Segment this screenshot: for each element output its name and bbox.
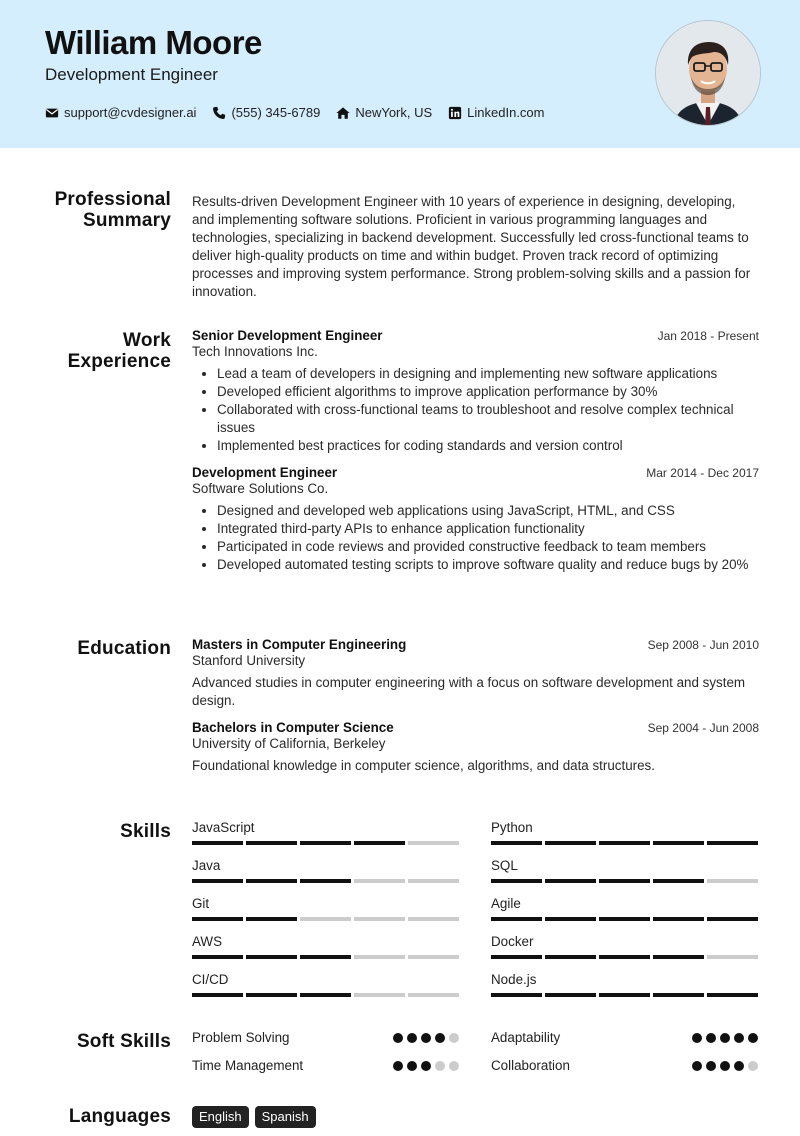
skill-level-segment: [653, 917, 704, 921]
rating-dot: [748, 1061, 758, 1071]
school-name: Stanford University: [192, 653, 306, 668]
languages-section: [0, 1106, 800, 1136]
skill-name: JavaScript: [192, 820, 255, 835]
skill-level-segment: [491, 993, 542, 997]
skill-level-bar: [192, 993, 459, 997]
skill-level-segment: [491, 879, 542, 883]
rating-dot: [706, 1033, 716, 1043]
skill-level-bar: [491, 841, 758, 845]
skill-level-segment: [599, 955, 650, 959]
skill-name: CI/CD: [192, 972, 229, 987]
skill-level-segment: [354, 955, 405, 959]
skill-item: [491, 896, 758, 921]
skill-level-bar: [192, 879, 459, 883]
skill-level-bar: [192, 955, 459, 959]
job-company: Software Solutions Co.: [192, 481, 329, 496]
job-bullet: • Collaborated with cross-functional teams to troubleshoot and resolve complex technical issues: [217, 401, 759, 437]
rating-dot: [692, 1061, 702, 1071]
job-title: Senior Development Engineer: [192, 328, 383, 343]
skill-level-segment: [246, 917, 297, 921]
skill-level-segment: [491, 841, 542, 845]
skill-level-bar: [491, 993, 758, 997]
school-name: University of California, Berkeley: [192, 736, 386, 751]
soft-skill-rating: [393, 1033, 459, 1043]
skill-level-segment: [707, 993, 758, 997]
skill-level-segment: [354, 879, 405, 883]
rating-dot: [435, 1061, 445, 1071]
skill-name: Java: [192, 858, 221, 873]
skill-level-segment: [192, 879, 243, 883]
profile-photo: [655, 20, 761, 126]
skill-level-segment: [192, 955, 243, 959]
skill-level-segment: [599, 879, 650, 883]
rating-dot: [407, 1033, 417, 1043]
skill-name: Docker: [491, 934, 534, 949]
rating-dot: [720, 1061, 730, 1071]
skill-level-segment: [354, 917, 405, 921]
skill-level-segment: [491, 955, 542, 959]
contact-phone[interactable]: [212, 105, 320, 120]
soft-skill-rating: [692, 1033, 758, 1043]
soft-skill-name: Collaboration: [491, 1058, 570, 1073]
skill-level-segment: [707, 955, 758, 959]
education-heading: Education: [77, 638, 171, 659]
summary-heading-line1: Professional: [54, 189, 171, 210]
job-bullet: • Participated in code reviews and provided constructive feedback to team members: [217, 538, 759, 556]
skill-level-segment: [246, 841, 297, 845]
skill-level-segment: [354, 841, 405, 845]
skill-level-segment: [653, 879, 704, 883]
job-bullets: [192, 365, 759, 455]
skill-name: AWS: [192, 934, 223, 949]
job-bullets: [192, 502, 759, 574]
education-date: Sep 2004 - Jun 2008: [647, 721, 759, 735]
rating-dot: [407, 1061, 417, 1071]
soft-skill-name: Adaptability: [491, 1030, 561, 1045]
contact-location-text: NewYork, US: [355, 105, 433, 120]
job-date: Mar 2014 - Dec 2017: [646, 466, 759, 480]
rating-dot: [435, 1033, 445, 1043]
job-bullet: • Lead a team of developers in designing and implementing new software applications: [217, 365, 759, 383]
linkedin-icon: [448, 106, 462, 120]
skill-name: Agile: [491, 896, 521, 911]
skill-level-segment: [599, 917, 650, 921]
skill-level-bar: [491, 955, 758, 959]
skill-level-segment: [707, 917, 758, 921]
skill-level-segment: [300, 955, 351, 959]
skill-level-segment: [545, 917, 596, 921]
skill-level-segment: [408, 879, 459, 883]
job-date: Jan 2018 - Present: [657, 329, 759, 343]
skill-item: [192, 820, 459, 845]
education-date: Sep 2008 - Jun 2010: [647, 638, 759, 652]
rating-dot: [706, 1061, 716, 1071]
skill-level-bar: [491, 917, 758, 921]
skill-level-segment: [707, 841, 758, 845]
skill-item: [491, 934, 758, 959]
soft-skill-item: [192, 1058, 459, 1073]
rating-dot: [393, 1061, 403, 1071]
candidate-job-title: Development Engineer: [45, 65, 218, 84]
soft-skills-section: [0, 1030, 800, 1090]
skill-level-segment: [408, 917, 459, 921]
contact-location: [336, 105, 432, 120]
skill-level-segment: [354, 993, 405, 997]
skill-level-segment: [408, 993, 459, 997]
job-company: Tech Innovations Inc.: [192, 344, 318, 359]
soft-skill-rating: [393, 1061, 459, 1071]
contact-phone-text: (555) 345-6789: [231, 105, 321, 120]
education-entry: [192, 637, 759, 710]
skill-level-bar: [491, 879, 758, 883]
rating-dot: [421, 1033, 431, 1043]
contact-email[interactable]: [45, 105, 196, 120]
skill-level-segment: [408, 841, 459, 845]
skill-level-segment: [599, 841, 650, 845]
rating-dot: [734, 1033, 744, 1043]
job-entry: [192, 465, 759, 574]
skill-item: [192, 934, 459, 959]
degree-title: Masters in Computer Engineering: [192, 637, 407, 652]
contact-row: [45, 105, 545, 120]
education-description: Foundational knowledge in computer science, algorithms, and data structures.: [192, 758, 655, 773]
skill-name: Python: [491, 820, 533, 835]
skill-name: Git: [192, 896, 210, 911]
skill-level-segment: [300, 993, 351, 997]
skill-level-segment: [545, 993, 596, 997]
skill-level-segment: [707, 879, 758, 883]
envelope-icon: [45, 106, 59, 120]
skill-item: [491, 858, 758, 883]
job-bullet: • Implemented best practices for coding standards and version control: [217, 437, 759, 455]
education-entry: [192, 720, 759, 775]
rating-dot: [734, 1061, 744, 1071]
job-bullet: • Designed and developed web applications using JavaScript, HTML, and CSS: [217, 502, 759, 520]
education-description: Advanced studies in computer engineering with a focus on software development and system design.: [192, 675, 746, 708]
rating-dot: [449, 1061, 459, 1071]
soft-skill-rating: [692, 1061, 758, 1071]
summary-heading: [55, 189, 171, 231]
skill-level-segment: [300, 841, 351, 845]
skill-level-segment: [300, 917, 351, 921]
skill-level-segment: [599, 993, 650, 997]
skill-item: [192, 858, 459, 883]
skills-heading: Skills: [120, 821, 171, 842]
contact-linkedin-text: LinkedIn.com: [467, 105, 545, 120]
skill-level-segment: [192, 993, 243, 997]
skill-item: [192, 896, 459, 921]
soft-skills-heading: Soft Skills: [76, 1031, 171, 1052]
skill-level-segment: [192, 917, 243, 921]
soft-skill-item: [491, 1030, 758, 1045]
skill-level-segment: [300, 879, 351, 883]
rating-dot: [720, 1033, 730, 1043]
skill-item: [491, 972, 758, 997]
skills-section: [0, 820, 800, 1010]
experience-heading-line2: Experience: [67, 351, 171, 372]
rating-dot: [748, 1033, 758, 1043]
job-title: Development Engineer: [192, 465, 338, 480]
home-icon: [336, 106, 350, 120]
job-bullet: • Developed automated testing scripts to improve software quality and reduce bugs by 20%: [217, 556, 759, 574]
language-badge: Spanish: [255, 1106, 316, 1128]
skill-item: [192, 972, 459, 997]
contact-email-text: support@cvdesigner.ai: [64, 105, 197, 120]
degree-title: Bachelors in Computer Science: [192, 720, 394, 735]
soft-skill-name: Problem Solving: [192, 1030, 290, 1045]
skill-level-segment: [491, 917, 542, 921]
rating-dot: [393, 1033, 403, 1043]
experience-heading-line1: Work: [123, 330, 171, 351]
skill-level-bar: [192, 841, 459, 845]
rating-dot: [449, 1033, 459, 1043]
language-list: [192, 1106, 759, 1128]
skill-item: [491, 820, 758, 845]
language-badge: English: [192, 1106, 249, 1128]
skill-level-segment: [545, 955, 596, 959]
header-banner: [0, 0, 800, 148]
experience-heading: [68, 330, 171, 372]
rating-dot: [421, 1061, 431, 1071]
job-bullet: • Integrated third-party APIs to enhance application functionality: [217, 520, 759, 538]
skill-level-segment: [192, 841, 243, 845]
skill-level-segment: [246, 955, 297, 959]
languages-heading: Languages: [68, 1106, 171, 1127]
skill-level-segment: [545, 841, 596, 845]
skill-name: SQL: [491, 858, 518, 873]
job-bullet: • Developed efficient algorithms to improve application performance by 30%: [217, 383, 759, 401]
soft-skill-item: [192, 1030, 459, 1045]
job-entry: [192, 328, 759, 455]
skill-level-segment: [653, 841, 704, 845]
phone-icon: [212, 106, 226, 120]
skill-level-segment: [653, 955, 704, 959]
candidate-name: William Moore: [45, 24, 262, 61]
skill-level-segment: [653, 993, 704, 997]
soft-skill-item: [491, 1058, 758, 1073]
summary-heading-line2: Summary: [83, 210, 171, 231]
skill-name: Node.js: [491, 972, 537, 987]
contact-linkedin[interactable]: [448, 105, 544, 120]
soft-skill-name: Time Management: [192, 1058, 304, 1073]
skill-level-segment: [246, 993, 297, 997]
summary-text: Results-driven Development Engineer with 10 years of experience in designing, developing, and implementing software solutions. Proficient in various programming languages and technologies, specializing in backend development. Successfully led cross-functional teams to deliver high-quality products on time and within budget. Proven track record of optimizing processes and improving system performance. Strong problem-solving skills and a passion for innovation.: [192, 194, 751, 299]
skill-level-segment: [246, 879, 297, 883]
skill-level-segment: [545, 879, 596, 883]
rating-dot: [692, 1033, 702, 1043]
skill-level-segment: [408, 955, 459, 959]
skill-level-bar: [192, 917, 459, 921]
